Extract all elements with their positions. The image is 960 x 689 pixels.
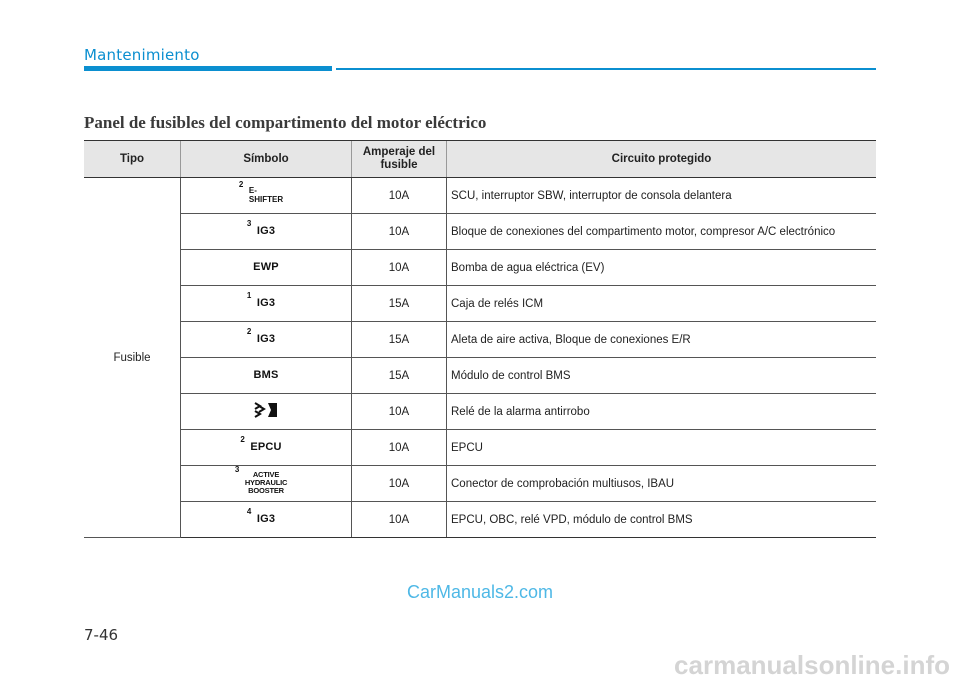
cell-amperage: 15A: [352, 322, 447, 358]
symbol-label: IG3: [256, 513, 276, 526]
cell-amperage: 10A: [352, 178, 447, 214]
cell-amperage: 10A: [352, 430, 447, 466]
table-header-row: [84, 141, 876, 178]
table-row: [84, 214, 876, 250]
fuse-symbol: [246, 219, 276, 238]
fuse-symbol: [240, 435, 282, 454]
fuse-table: [84, 140, 876, 538]
symbol-superscript: 3: [234, 465, 240, 474]
symbol-superscript: 2: [246, 327, 252, 337]
fuse-symbol: [246, 507, 276, 526]
symbol-superscript: 4: [246, 507, 252, 517]
fuse-symbol: [246, 327, 276, 346]
table-row: [84, 178, 876, 214]
table-row: [84, 466, 876, 502]
symbol-label: ACTIVE HYDRAULIC BOOSTER: [244, 470, 288, 495]
watermark: CarManuals2.com: [406, 582, 554, 602]
section-title: Mantenimiento: [84, 46, 200, 64]
horn-alarm-icon: [253, 400, 279, 420]
fuse-symbol: [238, 180, 284, 205]
cell-symbol: [181, 502, 352, 538]
symbol-label: EPCU: [250, 441, 282, 454]
cell-symbol: [181, 466, 352, 502]
fuse-symbol: [246, 291, 276, 310]
footer-site: carmanualsonline.info: [674, 650, 950, 680]
cell-circuit: Caja de relés ICM: [447, 286, 877, 322]
cell-circuit: EPCU, OBC, relé VPD, módulo de control BMS: [447, 502, 877, 538]
symbol-label: IG3: [256, 297, 276, 310]
table-row: [84, 286, 876, 322]
table-row: [84, 430, 876, 466]
table-row: [84, 358, 876, 394]
cell-symbol: [181, 286, 352, 322]
symbol-superscript: 2: [238, 180, 244, 189]
symbol-label: EWP: [253, 261, 279, 274]
symbol-label: IG3: [256, 333, 276, 346]
cell-symbol: [181, 322, 352, 358]
column-header-tipo: Tipo: [84, 141, 181, 178]
cell-circuit: Bloque de conexiones del compartimento motor, compresor A/C electrónico: [447, 214, 877, 250]
symbol-superscript: 3: [246, 219, 252, 229]
cell-circuit: Relé de la alarma antirrobo: [447, 394, 877, 430]
table-row: [84, 322, 876, 358]
column-header-simbolo: Símbolo: [181, 141, 352, 178]
symbol-label: IG3: [256, 225, 276, 238]
cell-circuit: SCU, interruptor SBW, interruptor de consola delantera: [447, 178, 877, 214]
cell-circuit: Bomba de agua eléctrica (EV): [447, 250, 877, 286]
symbol-label: BMS: [253, 369, 279, 382]
cell-amperage: 15A: [352, 358, 447, 394]
column-header-amperaje: Amperaje del fusible: [352, 141, 447, 178]
column-header-circuito: Circuito protegido: [447, 141, 877, 178]
cell-amperage: 15A: [352, 286, 447, 322]
header-rule-line: [336, 68, 876, 70]
table-row: [84, 502, 876, 538]
symbol-superscript: 2: [240, 435, 245, 445]
table-row: [84, 394, 876, 430]
cell-symbol: [181, 358, 352, 394]
cell-circuit: Aleta de aire activa, Bloque de conexiones E/R: [447, 322, 877, 358]
page-number: 7-46: [84, 626, 119, 644]
fuse-symbol: [253, 369, 278, 381]
cell-circuit: EPCU: [447, 430, 877, 466]
cell-circuit: Conector de comprobación multiusos, IBAU: [447, 466, 877, 502]
cell-symbol: [181, 214, 352, 250]
symbol-superscript: 1: [246, 291, 252, 301]
header-rule-accent: [84, 66, 332, 71]
table-row: [84, 250, 876, 286]
cell-amperage: 10A: [352, 502, 447, 538]
cell-symbol: [181, 394, 352, 430]
fuse-symbol: [253, 261, 279, 273]
cell-amperage: 10A: [352, 466, 447, 502]
fuse-symbol: [234, 465, 288, 496]
cell-symbol: [181, 250, 352, 286]
cell-tipo: Fusible: [84, 178, 181, 538]
cell-symbol: [181, 430, 352, 466]
cell-amperage: 10A: [352, 214, 447, 250]
cell-amperage: 10A: [352, 250, 447, 286]
cell-circuit: Módulo de control BMS: [447, 358, 877, 394]
symbol-label: E- SHIFTER: [248, 186, 284, 204]
cell-amperage: 10A: [352, 394, 447, 430]
page-heading: Panel de fusibles del compartimento del motor eléctrico: [84, 113, 487, 132]
cell-symbol: [181, 178, 352, 214]
